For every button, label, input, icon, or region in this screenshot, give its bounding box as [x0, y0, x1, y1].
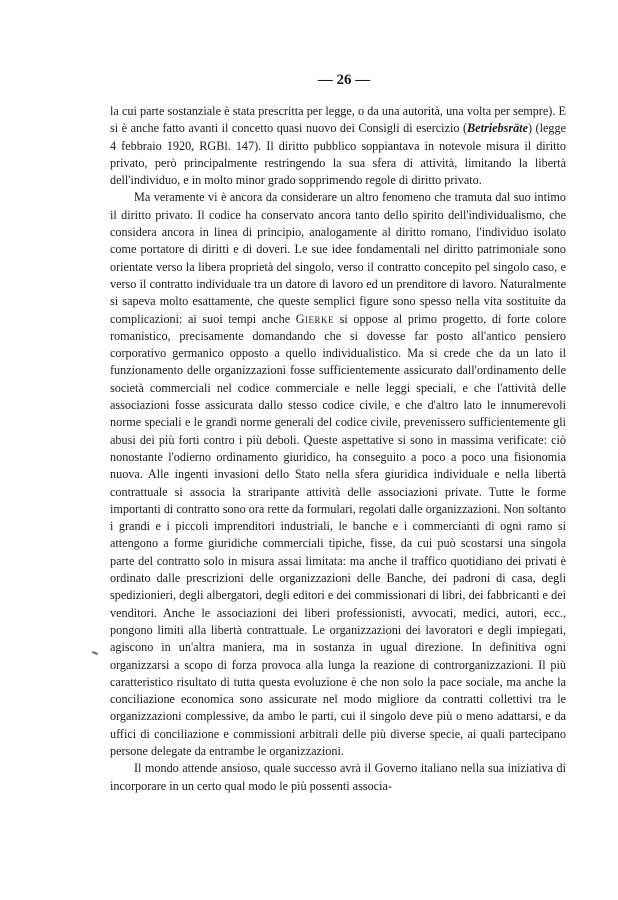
paragraph-2-author-name: Gierke [295, 311, 335, 326]
paragraph-3: Il mondo attende ansioso, quale successo avrà il Governo italiano nella sua iniziativa di incorporare in un certo qual modo le più possenti associa- [110, 761, 566, 793]
paragraph-2-text-b: si oppose al primo progetto, di forte colore romanistico, precisamente domandando che si dovesse far posto all'antico pensiero corporativo germanico opposto a quello individualistico. Ma si crede che da un lato il funzionamento delle organizzazioni fosse sufficientemente assicurato dall'ordinamento delle società commerciali nel codice commerciale e nelle leggi speciali, e che l'attività delle associazioni fosse assicurata dallo stesso codice civile, e che d'altro lato le innumerevoli norme speciali e le grandi norme generali del codice civile, prevenissero sufficientemente gli abusi dei più forti contro i più deboli. Queste aspettative si sono in massima verificate: ciò nonostante l'odierno ordinamento giuridico, ha conseguito a poco a poco una fisionomia nuova. Alle ingenti invasioni dello Stato nella sfera giuridica individuale e nella libertà contrattuale si associa la straripante attività delle associazioni private. Tutte le forme importanti di contratto sono ora rette da formulari, regolati dalle organizzazioni. Non soltanto i grandi e i piccoli imprenditori industriali, le banche e i commercianti di ogni ramo si attengono a forme giuridiche commerciali tipiche, fisse, da cui può scostarsi una singola parte del contratto solo in misura assai limitata: ma anche il traffico quotidiano dei privati è ordinato dalle prescrizioni delle organizzazioni delle Banche, dei padroni di casa, degli spedizionieri, degli albergatori, degli editori e dei commissionari di libri, dei fabbricanti e dei venditori. Anche le associazioni dei liberi professionisti, avvocati, medici, autori, ecc., pongono limiti alla libertà contrattuale. Le organizzazioni dei lavoratori e degli impiegati, agiscono in un'altra maniera, ma in sostanza in ugual direzione. In definitiva ogni organizzarsi a scopo di forza provoca alla lunga la reazione di controrganizzazioni. Il più caratteristico risultato di tutta questa evoluzione è che non solo la pace sociale, ma anche la conciliazione economica sono assicurate nel modo migliore da contratti collettivi tra le organizzazioni complessive, da ambo le parti, cui il singolo deve più o meno adattarsi, e da uffici di conciliazione e commissioni arbitrali delle più diverse specie, ai quali partecipano persone delegate da entrambe le organizzazioni. [110, 311, 566, 758]
paragraph-1 [110, 103, 566, 189]
page-number: — 26 — [317, 72, 371, 88]
paragraph-2-text-a: Ma veramente vi è ancora da considerare un altro fenomeno che tramuta dal suo intimo il diritto privato. Il codice ha conservato ancora tanto dello spirito dell'individualismo, che considera ancora in linea di principio, analogamente al diritto romano, l'individuo isolato come portatore di diritti e di doveri. Le sue idee fondamentali nel diritto patrimoniale sono orientate verso la libera proprietà del singolo, verso il contratto concepito pel singolo caso, e verso il contratto individuale tra un datore di lavoro ed un prenditore di lavoro. Naturalmente si sapeva molto esattamente, che queste semplici figure sono spesso nella vita sostituite da complicazioni: ai suoi tempi anche [110, 190, 566, 326]
paragraph-2 [110, 189, 566, 760]
paragraph-1-text: la cui parte sostanziale è stata prescritta per legge, o da una autorità, una volta per sempre). E si è anche fatto avanti il concetto quasi nuovo dei Consigli di esercizio ( [110, 104, 566, 136]
paragraph-1-text-rest: ) (legge 4 febbraio 1920, RGBl. 147). Il diritto pubblico soppiantava in notevole misura il diritto privato, però principalmente restringendo la sua sfera di attività, limitando la libertà dell'individuo, e in molto minor grado sopprimendo regole di diritto privato. [110, 121, 567, 188]
paragraph-1-italic-term: Betriebsräte [467, 121, 528, 136]
margin-mark [92, 651, 98, 655]
